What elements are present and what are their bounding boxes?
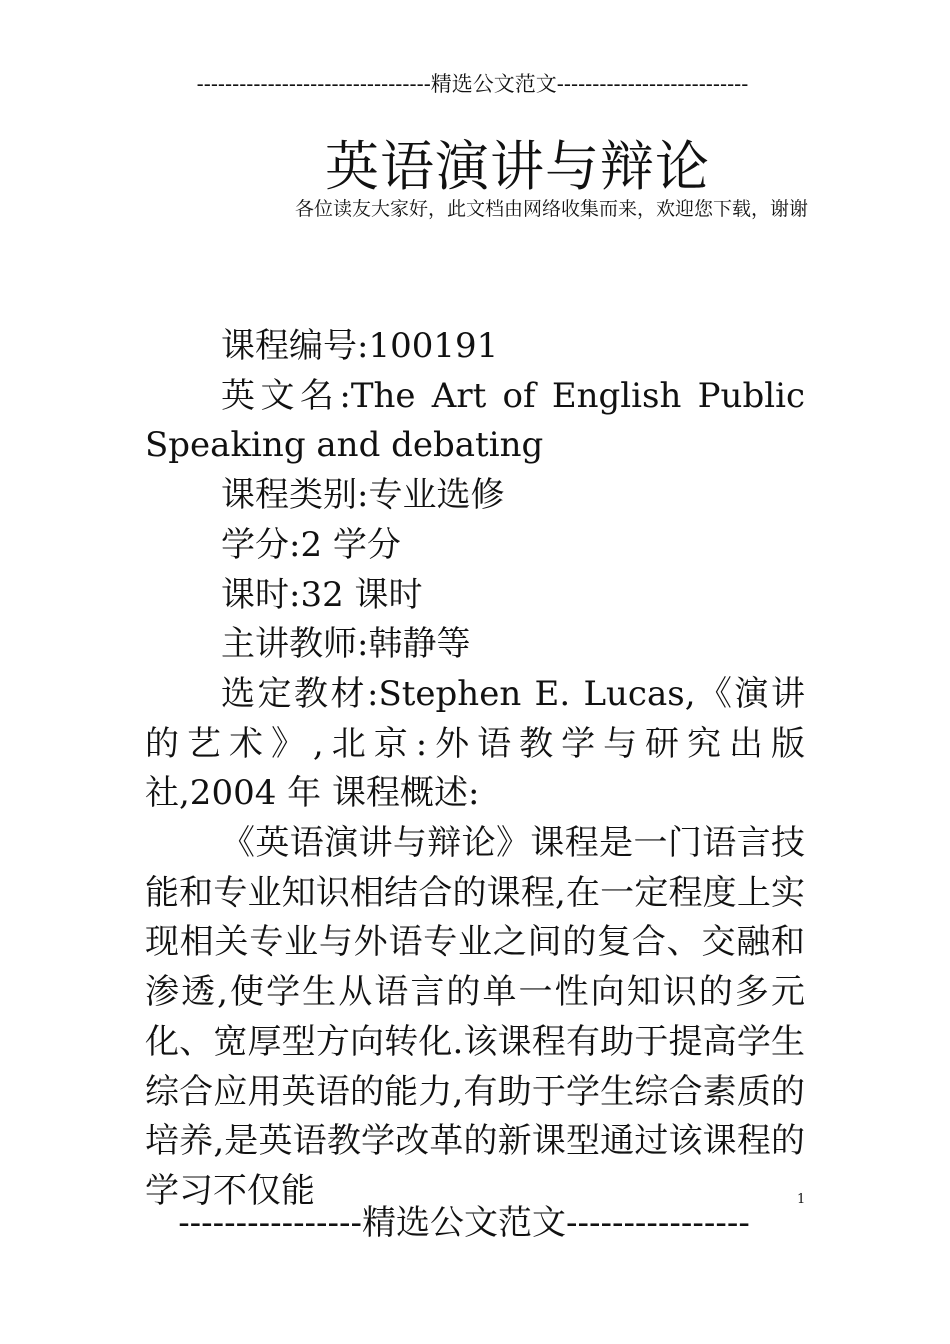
page-header: ---------------------------------精选公文范文--------------------------- [196, 72, 749, 96]
document-body [145, 322, 805, 1217]
course-code-line: 课程编号:100191 [221, 326, 499, 366]
hours-line: 课时:32 课时 [221, 574, 423, 615]
page-number: 1 [797, 1192, 806, 1207]
document-subtitle: 各位读友大家好，此文档由网络收集而来，欢迎您下载，谢谢 [294, 198, 808, 220]
document-title: 英语演讲与辩论 [325, 135, 710, 198]
overview-paragraph: 《英语演讲与辩论》课程是一门语言技能和专业知识相结合的课程,在一定程度上实现相关专业与外语专业之间的复合、交融和渗透,使学生从语言的单一性向知识的多元化、宽厚型方向转化.该课程有助于提高学生综合应用英语的能力,有助于学生综合素质的培养,是英语教学改革的新课型通过该课程的学习不仅能 [145, 823, 805, 1211]
credits-line: 学分:2 学分 [221, 524, 401, 565]
page-footer: ----------------精选公文范文---------------- [178, 1203, 750, 1243]
textbook-line: 选定教材:Stephen E. Lucas,《演讲的艺术》,北京:外语教学与研究出版社,2004 年 课程概述: [145, 673, 805, 814]
course-category-line: 课程类别:专业选修 [221, 475, 505, 516]
english-name-line: 英文名:The Art of English Public Speaking and debating [145, 375, 805, 466]
instructor-line: 主讲教师:韩静等 [221, 624, 471, 665]
